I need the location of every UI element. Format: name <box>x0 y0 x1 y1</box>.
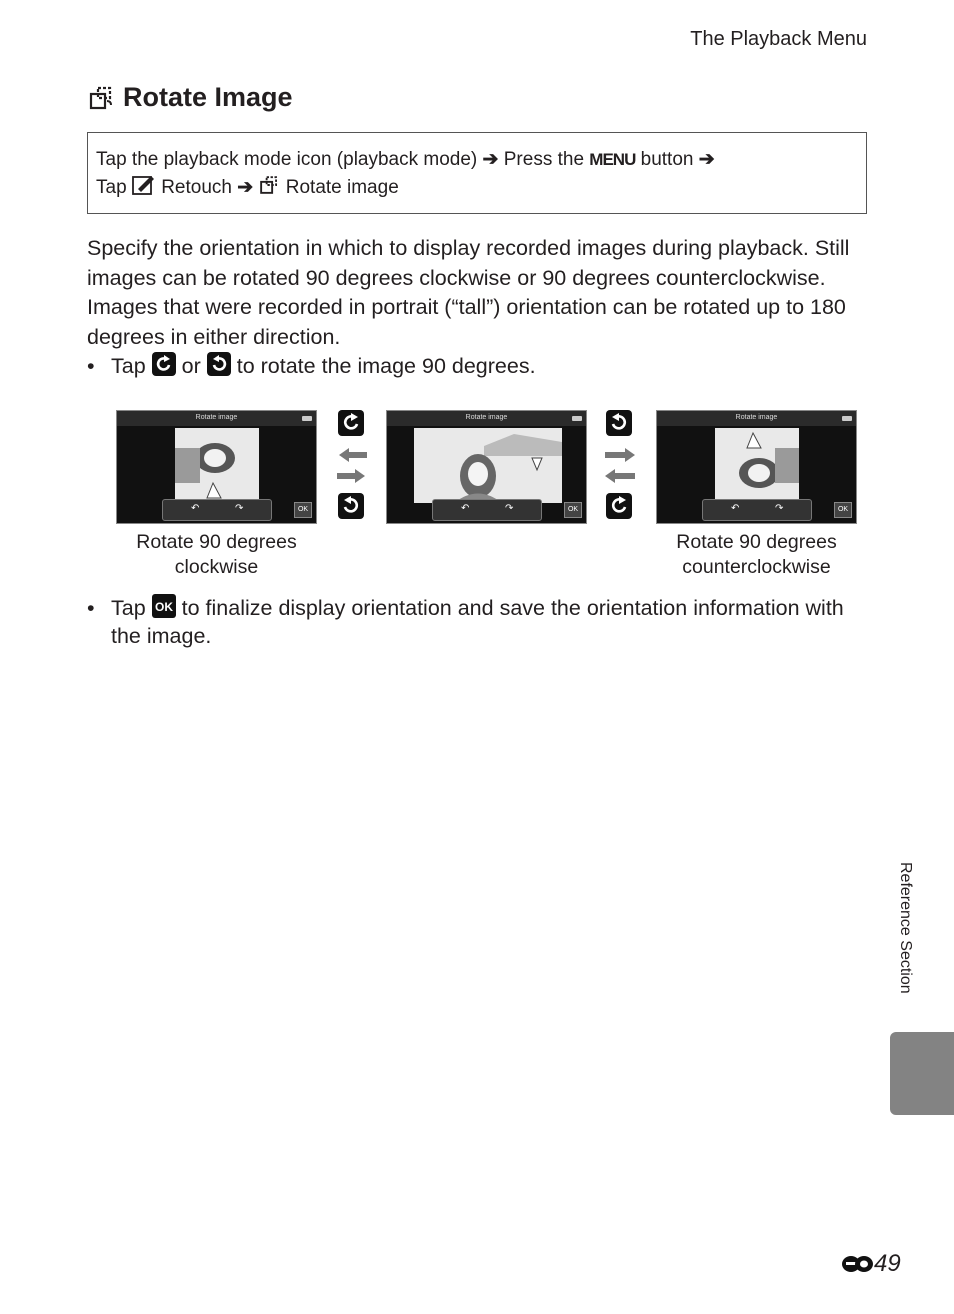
transition-left <box>337 409 367 521</box>
rotate-clockwise-button[interactable]: ↷ <box>235 503 244 514</box>
menu-path-step-press: Press the <box>503 149 585 170</box>
page-number <box>840 1250 901 1278</box>
svg-text:OK: OK <box>154 600 173 614</box>
photo-portrait <box>175 428 259 503</box>
bullet-ok-text-a: Tap <box>111 596 146 620</box>
battery-icon <box>302 416 312 421</box>
page-number-text: 49 <box>874 1250 901 1277</box>
battery-icon <box>842 416 852 421</box>
ok-button[interactable]: OK <box>564 502 582 518</box>
side-section-label <box>886 862 926 1012</box>
rotate-counterclockwise-button[interactable]: ↶ <box>191 503 200 514</box>
arrow-right-icon: ➔ <box>698 149 715 170</box>
section-thumb-tab <box>890 1032 954 1115</box>
menu-path-step-playback: Tap the playback mode icon (playback mode) <box>96 149 478 170</box>
rotate-counterclockwise-button[interactable]: ↶ <box>461 503 470 514</box>
screen-rotated-counterclockwise <box>656 410 857 524</box>
rotate-clockwise-icon <box>338 410 364 436</box>
ok-icon <box>152 594 176 618</box>
rotate-clockwise-button[interactable]: ↷ <box>775 503 784 514</box>
menu-button-icon: MENU <box>589 150 636 169</box>
menu-path-step-tap: Tap <box>96 177 127 198</box>
rotate-clockwise-icon <box>606 493 632 519</box>
rotate-image-icon <box>87 84 115 112</box>
screen-title: Rotate image <box>195 414 238 421</box>
arrow-left-icon <box>339 448 367 462</box>
screen-title: Rotate image <box>735 414 778 421</box>
caption-clockwise-line-2: clockwise <box>174 556 259 578</box>
menu-path-line-2 <box>96 174 858 202</box>
bullet-dot: • <box>87 596 95 620</box>
retouch-icon <box>132 174 156 196</box>
rotate-controls <box>432 499 542 521</box>
menu-path-line-1 <box>96 146 858 174</box>
caption-counterclockwise <box>646 530 867 580</box>
arrow-right-icon: ➔ <box>482 149 499 170</box>
transition-right <box>605 409 635 521</box>
bullet-ok <box>87 594 867 650</box>
photo-portrait <box>715 428 799 503</box>
screen-original <box>386 410 587 524</box>
rotate-counterclockwise-icon <box>606 410 632 436</box>
battery-icon <box>572 416 582 421</box>
arrow-right-icon: ➔ <box>237 177 254 198</box>
rotate-counterclockwise-icon <box>338 493 364 519</box>
side-section-label-text: Reference Section <box>897 862 914 994</box>
rotate-controls <box>702 499 812 521</box>
page-title <box>87 82 293 113</box>
rotate-clockwise-button[interactable]: ↷ <box>505 503 514 514</box>
rotate-controls <box>162 499 272 521</box>
menu-path-box <box>87 132 867 214</box>
caption-clockwise <box>116 530 317 580</box>
description-paragraph: Specify the orientation in which to display recorded images during playback. Still images can be rotated 90 degrees clockwise or 90 degrees counterclockwise. Images that were recorded in portrait (“tall”) orientation can be rotated up to 180 degrees in either direction. <box>87 236 850 349</box>
rotate-counterclockwise-button[interactable]: ↶ <box>731 503 740 514</box>
bullet-rotate-text-or: or <box>181 354 201 378</box>
running-header: The Playback Menu <box>690 28 867 50</box>
bullet-ok-text-b: to finalize display orientation and save the orientation information with the image. <box>111 596 844 648</box>
screen-title: Rotate image <box>465 414 508 421</box>
bullet-dot: • <box>87 354 95 378</box>
bullet-rotate-text-a: Tap <box>111 354 146 378</box>
caption-clockwise-line-1: Rotate 90 degrees <box>136 531 297 553</box>
menu-path-step-retouch: Retouch <box>161 177 232 198</box>
reference-section-icon <box>840 1253 874 1275</box>
caption-counterclockwise-line-2: counterclockwise <box>682 556 831 578</box>
rotate-image-icon <box>258 174 280 196</box>
rotate-clockwise-icon <box>152 352 176 376</box>
menu-path-step-rotate: Rotate image <box>285 177 399 198</box>
ok-button[interactable]: OK <box>294 502 312 518</box>
arrow-left-icon <box>605 469 635 483</box>
screen-rotated-clockwise <box>116 410 317 524</box>
page-title-text: Rotate Image <box>123 82 293 112</box>
arrow-right-icon <box>337 469 365 483</box>
arrow-right-icon <box>605 448 635 462</box>
ok-button[interactable]: OK <box>834 502 852 518</box>
bullet-rotate-text-c: to rotate the image 90 degrees. <box>236 354 536 378</box>
bullet-rotate <box>87 352 867 380</box>
menu-path-step-button: button <box>640 149 694 170</box>
caption-counterclockwise-line-1: Rotate 90 degrees <box>676 531 837 553</box>
rotate-counterclockwise-icon <box>207 352 231 376</box>
photo-landscape <box>414 428 562 503</box>
